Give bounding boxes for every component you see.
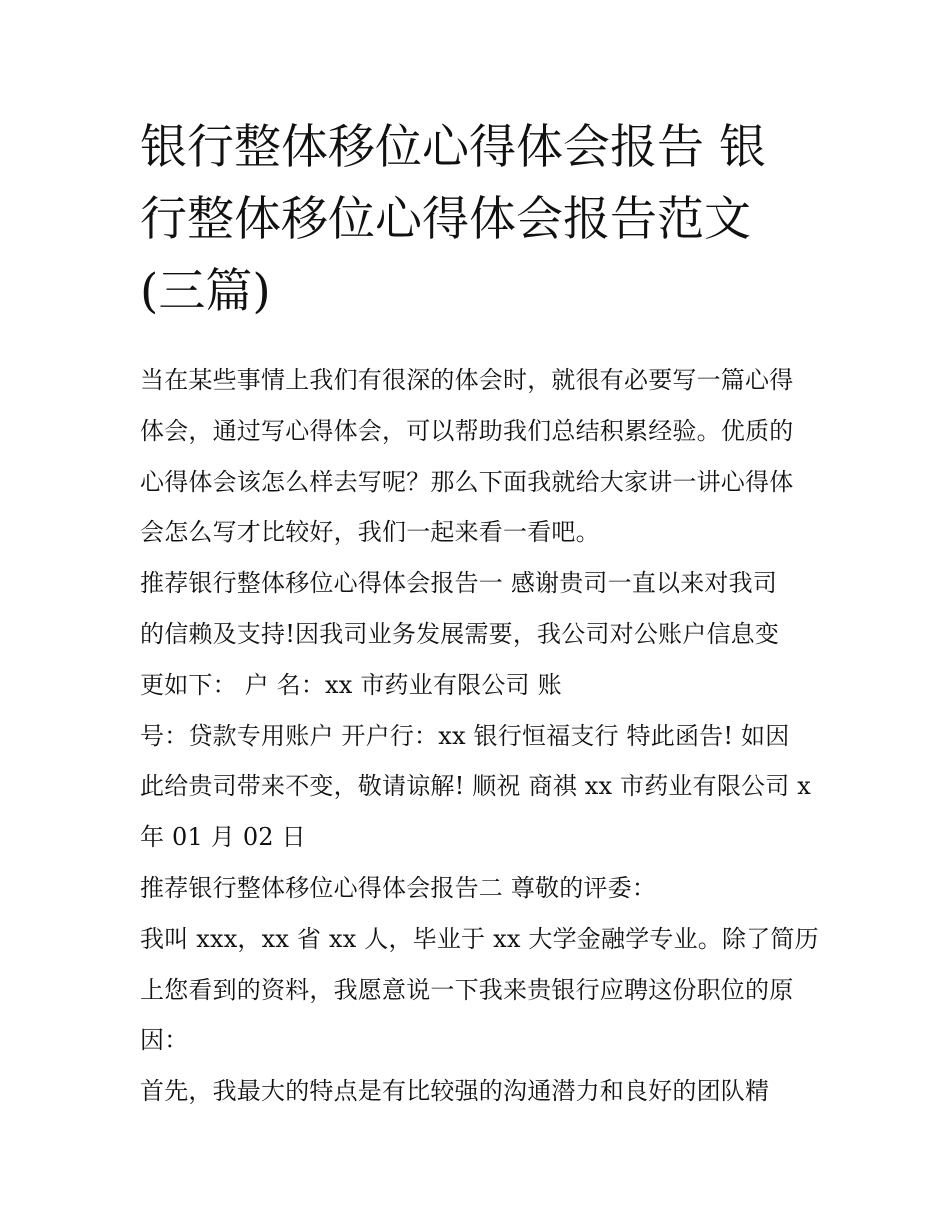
title-line: (三篇)	[140, 264, 271, 319]
body-line: 我叫 xxx，xx 省 xx 人，毕业于 xx 大学金融学专业。除了简历	[140, 924, 819, 953]
document-body	[140, 355, 830, 1117]
title-line: 银行整体移位心得体会报告 银	[140, 120, 766, 175]
body-line: 此给贵司带来不变，敬请谅解! 顺祝 商祺 xx 市药业有限公司 x	[140, 772, 811, 801]
body-line: 体会，通过写心得体会，可以帮助我们总结积累经验。优质的	[140, 416, 794, 445]
document-title	[140, 112, 820, 328]
body-line: 年 01 月 02 日	[140, 823, 306, 852]
body-line: 推荐银行整体移位心得体会报告一 感谢贵司一直以来对我司	[140, 569, 778, 598]
body-line: 推荐银行整体移位心得体会报告二 尊敬的评委：	[140, 873, 657, 902]
body-line: 号：贷款专用账户 开户行：xx 银行恒福支行 特此函告! 如因	[140, 721, 790, 750]
title-line: 行整体移位心得体会报告范文	[140, 192, 751, 247]
body-line: 更如下： 户 名：xx 市药业有限公司 账	[140, 670, 562, 699]
body-line: 会怎么写才比较好，我们一起来看一看吧。	[140, 518, 600, 547]
body-line: 首先，我最大的特点是有比较强的沟通潜力和良好的团队精	[140, 1077, 770, 1106]
body-line: 的信赖及支持!因我司业务发展需要，我公司对公账户信息变	[140, 619, 780, 648]
body-line: 因：	[140, 1026, 189, 1055]
body-line: 当在某些事情上我们有很深的体会时，就很有必要写一篇心得	[140, 366, 794, 394]
body-line: 上您看到的资料，我愿意说一下我来贵银行应聘这份职位的原	[140, 975, 794, 1004]
body-line: 心得体会该怎么样去写呢？那么下面我就给大家讲一讲心得体	[140, 467, 794, 496]
